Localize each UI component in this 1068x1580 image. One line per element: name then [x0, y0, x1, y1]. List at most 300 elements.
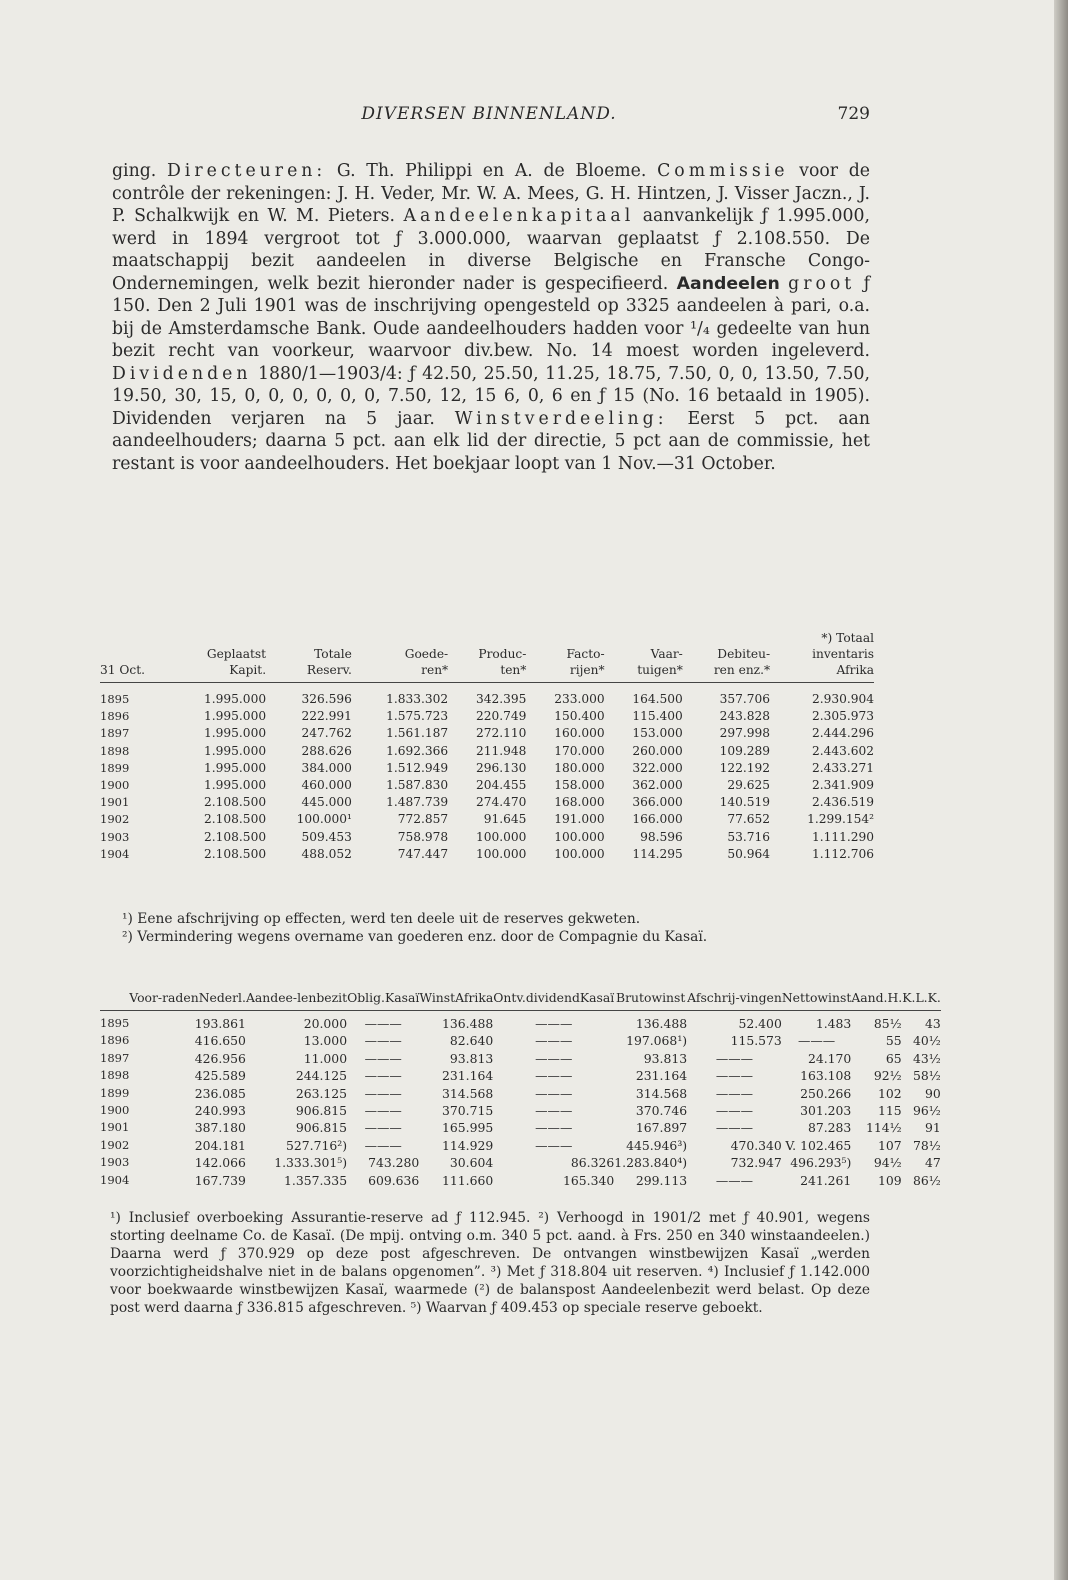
- table-cell: 40½: [913, 1033, 941, 1049]
- table-cell: 1898: [100, 743, 130, 758]
- table-cell: 2.108.500: [204, 829, 267, 844]
- table-cell: 52.400: [738, 1016, 782, 1031]
- table-cell: ———: [715, 1103, 754, 1119]
- table-cell: 1.995.000: [204, 743, 267, 758]
- table-cell: 1904: [100, 1172, 130, 1187]
- table-cell: 150.400: [554, 709, 605, 724]
- table-cell: 758.978: [397, 829, 449, 844]
- text-run: ƒ 150. Den 2 Juli 1901 was de inschrijving opengesteld op 3325 aandeelen à pari, o.a. bij de Amsterdamsche Bank. Oude aandeelhouders hadden voor ¹/₄ gedeelte van hun bezit recht van voorkeur, waarvoor div.bew. No. 14 moest worden ingeleverd.: [112, 273, 870, 361]
- table-cell: 153.000: [632, 726, 683, 741]
- table-cell: 1.333.301⁵): [274, 1155, 348, 1171]
- table-cell: 1897: [100, 1050, 130, 1065]
- header-line: Afrika: [455, 990, 494, 1005]
- table-cell: 160.000: [554, 726, 605, 741]
- table-row: [100, 1154, 941, 1171]
- table-cell: 167.739: [194, 1172, 246, 1188]
- header-line: Afrika: [836, 663, 874, 677]
- table-cell: 732.947: [730, 1155, 782, 1171]
- table-cell: 86.326: [570, 1155, 615, 1171]
- table-row: [100, 1032, 941, 1049]
- table-cell: 1.692.366: [386, 743, 449, 758]
- table-cell: 2.444.296: [811, 726, 874, 741]
- table-cell: 115.573: [730, 1033, 782, 1049]
- header-line: Goede-: [404, 647, 449, 661]
- column-header: [770, 630, 874, 683]
- page-edge-shadow: [1054, 0, 1068, 1580]
- table-cell: ———: [715, 1068, 754, 1084]
- header-line: 31 Oct.: [100, 663, 145, 677]
- column-header: [352, 630, 448, 683]
- table-cell: 1902: [100, 1137, 130, 1152]
- table-cell: 1896: [100, 709, 130, 724]
- table-row: [100, 811, 874, 828]
- table-cell: 1.357.335: [284, 1172, 348, 1188]
- table-cell: 250.266: [800, 1085, 852, 1101]
- table-cell: 231.164: [635, 1068, 688, 1084]
- table-cell: ———: [535, 1033, 573, 1049]
- table-cell: ———: [535, 1050, 573, 1066]
- table-cell: 193.861: [194, 1016, 246, 1031]
- table-cell: 609.636: [368, 1172, 420, 1188]
- table-cell: 342.395: [475, 692, 527, 706]
- table-cell: 86½: [913, 1172, 941, 1188]
- table-cell: 222.991: [301, 709, 352, 724]
- table-cell: 314.568: [635, 1085, 688, 1101]
- header-line: Kapit.: [229, 663, 267, 677]
- table-cell: 1895: [100, 692, 130, 706]
- table-row: [100, 1085, 941, 1102]
- table-footnotes-2: ¹) Inclusief overboeking Assurantie-reserve ad ƒ 112.945. ²) Verhoogd in 1901/2 met ƒ 40.901, wegens storting deelname Co. de Kasaï. (De mpij. ontving o.m. 340 5 pct. aand. à Frs. 250 en 340 winstaandeelen.) Daarna werd ƒ 370.929 op deze post afgeschreven. De ontvangen winstbewijzen Kasaï „werden voorzichtigheidshalve niet in de balans opgenomen”. ³) Met ƒ 318.804 uit reserven. ⁴) Inclusief ƒ 1.142.000 voor boekwaarde winstbewijzen Kasaï, waarmede (²) de balanspost Aandeelenbezit werd belast. Op deze post werd daarna ƒ 336.815 afgeschreven. ⁵) Waarvan ƒ 409.453 op speciale reserve geboekt.: [110, 1210, 870, 1316]
- table-cell: 94½: [873, 1155, 902, 1171]
- table-cell: 1.995.000: [204, 778, 267, 793]
- header-line: dividend: [525, 990, 580, 1005]
- table-cell: 100.000: [554, 846, 605, 861]
- table-cell: 274.470: [475, 795, 527, 810]
- header-line: Kasaï: [384, 990, 420, 1005]
- table-cell: ———: [364, 1050, 402, 1066]
- table-cell: 2.443.602: [811, 743, 874, 758]
- header-line: Aandee-: [245, 990, 298, 1005]
- table-cell: 58½: [913, 1068, 941, 1084]
- column-header: [100, 990, 129, 1011]
- table-row: [100, 1172, 941, 1189]
- table-row: [100, 743, 874, 760]
- table-cell: 91: [925, 1120, 941, 1136]
- table-cell: 115.400: [632, 709, 683, 724]
- column-header: [266, 630, 352, 683]
- table-cell: 1.587.830: [386, 778, 449, 793]
- table-cell: ———: [535, 1137, 573, 1153]
- table-cell: 114½: [865, 1120, 902, 1136]
- text-run: G. Th. Philippi en A. de Bloeme.: [326, 161, 658, 181]
- header-line: Voor-: [129, 990, 163, 1005]
- spaced-heading: Dividenden: [112, 363, 252, 384]
- table-cell: 1900: [100, 778, 130, 793]
- table-cell: 220.749: [475, 709, 527, 724]
- table-cell: 168.000: [554, 795, 605, 810]
- table-cell: 43½: [913, 1050, 941, 1066]
- table-cell: 1899: [100, 1085, 130, 1100]
- table-cell: 98.596: [640, 829, 683, 844]
- header-line: Nederl.: [198, 990, 246, 1005]
- header-line: Bruto: [616, 990, 652, 1005]
- header-line: lenbezit: [297, 990, 348, 1005]
- table-row: [100, 1137, 941, 1154]
- column-header: [493, 990, 614, 1011]
- table-cell: 136.488: [442, 1016, 494, 1031]
- header-line: Totale: [314, 647, 352, 661]
- table-cell: 1903: [100, 1155, 130, 1170]
- table-cell: 211.948: [475, 743, 527, 758]
- table-cell: 109: [877, 1172, 902, 1188]
- table-cell: 50.964: [727, 846, 771, 861]
- header-line: tuigen*: [637, 663, 683, 677]
- body-paragraph: [112, 160, 870, 475]
- profit-table: [100, 990, 941, 1189]
- table-cell: 47: [925, 1155, 941, 1171]
- column-header: [683, 630, 770, 683]
- table-cell: 416.650: [194, 1033, 246, 1049]
- table-cell: 1896: [100, 1033, 130, 1048]
- header-line: inventaris: [812, 647, 874, 661]
- table-cell: 445.946³): [626, 1137, 688, 1153]
- table-cell: 425.589: [194, 1068, 246, 1084]
- table-cell: 204.181: [194, 1137, 246, 1153]
- table-cell: 241.261: [800, 1172, 852, 1188]
- table-footnotes-1: [110, 910, 870, 946]
- table-cell: 2.108.500: [204, 795, 267, 810]
- table-cell: 163.108: [800, 1068, 852, 1084]
- table-cell: 243.828: [719, 709, 771, 724]
- table-cell: 77.652: [727, 812, 771, 827]
- table-cell: 240.993: [194, 1103, 246, 1119]
- table-cell: 2.305.973: [811, 709, 874, 724]
- table-cell: ———: [364, 1137, 402, 1153]
- table-cell: 85½: [873, 1016, 902, 1031]
- table-cell: 747.447: [397, 846, 449, 861]
- table-cell: 1.833.302: [386, 692, 449, 706]
- table-cell: 164.500: [632, 692, 683, 706]
- column-header: [419, 990, 493, 1011]
- table-cell: 906.815: [295, 1120, 348, 1136]
- table-cell: 322.000: [632, 760, 683, 775]
- table-cell: 299.113: [635, 1172, 688, 1188]
- header-line: winst: [817, 990, 852, 1005]
- table-cell: 1897: [100, 726, 130, 741]
- table-cell: ———: [535, 1103, 573, 1119]
- table-cell: 231.164: [442, 1068, 494, 1084]
- header-line: Geplaatst: [206, 647, 267, 661]
- table-cell: 102: [877, 1085, 902, 1101]
- header-line: winst: [651, 990, 686, 1005]
- table-cell: 165.995: [442, 1120, 494, 1136]
- table-cell: 107: [877, 1137, 902, 1153]
- table-cell: 509.453: [301, 829, 352, 844]
- table-cell: ———: [535, 1085, 573, 1101]
- table-cell: 170.000: [554, 743, 605, 758]
- table-row: [100, 725, 874, 742]
- header-line: Vaar-: [650, 647, 683, 661]
- table-cell: 43: [925, 1016, 941, 1031]
- header-line: Ontv.: [493, 990, 526, 1005]
- header-line: ren*: [421, 663, 449, 677]
- table-cell: 111.660: [442, 1172, 494, 1188]
- table-row: [100, 1119, 941, 1136]
- table-cell: 1.112.706: [811, 846, 874, 861]
- header-line: *) Totaal: [821, 631, 874, 645]
- table-cell: 297.998: [719, 726, 771, 741]
- column-header: [605, 630, 683, 683]
- footnote: ¹) Eene afschrijving op effecten, werd ten deele uit de reserves gekweten.: [122, 911, 641, 927]
- table-cell: ———: [535, 1120, 573, 1136]
- header-line: Winst: [419, 990, 456, 1005]
- table-cell: 1.299.154²: [807, 812, 874, 827]
- table-cell: 445.000: [301, 795, 352, 810]
- table-cell: ———: [364, 1016, 402, 1031]
- header-line: vingen: [739, 990, 782, 1005]
- table-cell: 370.746: [635, 1103, 688, 1119]
- table-cell: 296.130: [475, 760, 527, 775]
- table-cell: 100.000: [475, 846, 527, 861]
- table-cell: 2.930.904: [811, 692, 874, 706]
- text-run: Eerst 5 pct. aan aandeelhouders; daarna 5 pct. aan elk lid der directie, 5 pct aan de commissie, het restant is voor aandeelhouders. Het boekjaar loopt van 1 Nov.—31 October.: [112, 408, 870, 474]
- running-title: DIVERSEN BINNENLAND.: [361, 104, 617, 124]
- table-cell: 362.000: [632, 778, 683, 793]
- table-cell: 2.433.271: [811, 760, 874, 775]
- column-header: [526, 630, 604, 683]
- table-cell: 260.000: [632, 743, 683, 758]
- table-cell: ———: [364, 1103, 402, 1119]
- table-cell: ———: [715, 1120, 754, 1136]
- table-row: [100, 829, 874, 846]
- table-cell: 470.340: [730, 1137, 782, 1153]
- spaced-heading: groot: [788, 273, 856, 294]
- table-cell: 233.000: [554, 692, 605, 706]
- table-cell: ———: [715, 1085, 754, 1101]
- table-cell: 136.488: [635, 1016, 688, 1031]
- table-cell: 244.125: [295, 1068, 348, 1084]
- table-cell: 142.066: [194, 1155, 246, 1171]
- footnote: ²) Vermindering wegens overname van goederen enz. door de Compagnie du Kasaï.: [122, 929, 708, 945]
- table-cell: 496.293⁵): [790, 1155, 852, 1171]
- text-run: ging.: [112, 161, 167, 181]
- table-cell: ———: [715, 1050, 754, 1066]
- table-cell: 1.512.949: [386, 760, 449, 775]
- header-line: ren enz.*: [713, 663, 771, 677]
- column-header: [448, 630, 526, 683]
- table-cell: 53.716: [727, 829, 771, 844]
- table-row: [100, 1050, 941, 1067]
- table-cell: 2.341.909: [811, 778, 874, 793]
- table-cell: 263.125: [295, 1085, 348, 1101]
- table-cell: 1901: [100, 795, 130, 810]
- table-cell: 24.170: [807, 1050, 852, 1066]
- text-run: [780, 274, 788, 294]
- table-cell: 1.995.000: [204, 692, 267, 706]
- table-cell: 527.716²): [286, 1137, 348, 1153]
- table-row: [100, 683, 874, 709]
- table-cell: 114.295: [632, 846, 683, 861]
- table-cell: 78½: [913, 1137, 941, 1153]
- table-cell: 1.283.840⁴): [614, 1155, 688, 1171]
- header-line: Kasaï: [579, 990, 615, 1005]
- header-line: Facto-: [566, 647, 605, 661]
- table-cell: 906.815: [295, 1103, 348, 1119]
- table-cell: 426.956: [194, 1050, 246, 1066]
- header-line: Aand.: [851, 990, 888, 1005]
- table-cell: 1901: [100, 1120, 130, 1135]
- table-cell: 1899: [100, 760, 130, 775]
- table-cell: 1904: [100, 846, 130, 861]
- table-cell: 384.000: [301, 760, 352, 775]
- table-cell: ———: [535, 1016, 573, 1031]
- table-cell: 370.715: [442, 1103, 494, 1119]
- table-row: [100, 794, 874, 811]
- table-cell: 191.000: [554, 812, 605, 827]
- table-cell: 488.052: [301, 846, 352, 861]
- table-cell: ———: [535, 1068, 573, 1084]
- table-cell: 11.000: [303, 1050, 348, 1066]
- table-cell: 301.203: [800, 1103, 852, 1119]
- header-line: Produc-: [478, 647, 527, 661]
- table-cell: 204.455: [475, 778, 527, 793]
- table-cell: 2.436.519: [811, 795, 874, 810]
- table-cell: 20.000: [303, 1016, 348, 1031]
- table-cell: 1.995.000: [204, 709, 267, 724]
- table-cell: 100.000: [475, 829, 527, 844]
- table-cell: 158.000: [554, 778, 605, 793]
- table-row: [100, 846, 874, 863]
- table-row: [100, 760, 874, 777]
- header-line: Reserv.: [306, 663, 352, 677]
- table-cell: 65: [885, 1050, 902, 1066]
- table-row: [100, 1102, 941, 1119]
- table-cell: 29.625: [727, 778, 771, 793]
- table-cell: 91.645: [483, 812, 527, 827]
- column-header: [347, 990, 419, 1011]
- table-cell: 272.110: [475, 726, 527, 741]
- table-cell: 100.000: [554, 829, 605, 844]
- table-cell: ———: [715, 1172, 754, 1188]
- column-header: [614, 990, 687, 1011]
- table-cell: 1903: [100, 829, 130, 844]
- table-cell: V. 102.465: [785, 1137, 852, 1153]
- header-line: rijen*: [569, 663, 605, 677]
- table-cell: 1902: [100, 812, 130, 827]
- column-header: [687, 990, 782, 1011]
- table-row: [100, 1011, 941, 1033]
- text-run: aanvankelijk ƒ 1.995.000, werd in 1894 vergroot tot ƒ 3.000.000, waarvan geplaatst ƒ 2.108.550. De maatschappij bezit aandeelen in diverse Belgische en Fransche Congo-Ondernemingen, welk bezit hieronder nader is gespecifieerd.: [112, 206, 870, 294]
- table-cell: 1.995.000: [204, 760, 267, 775]
- column-header: [129, 990, 246, 1011]
- text-run: voor de contrôle der rekeningen: J. H. Veder, Mr. W. A. Mees, G. H. Hintzen, J. Visser Jaczn., J. P. Schalkwijk en W. M. Pieters.: [112, 161, 870, 226]
- table-cell: 122.192: [719, 760, 771, 775]
- table-cell: 1.561.187: [386, 726, 449, 741]
- table-cell: 55: [885, 1033, 902, 1049]
- header-line: Oblig.: [347, 990, 385, 1005]
- table-cell: ———: [364, 1068, 402, 1084]
- table-cell: 96½: [913, 1103, 941, 1119]
- table-row: [100, 1067, 941, 1084]
- table-cell: 92½: [873, 1068, 902, 1084]
- column-header: [170, 630, 266, 683]
- table-cell: 93.813: [643, 1050, 688, 1066]
- header-line: raden: [162, 990, 199, 1005]
- table-cell: 366.000: [632, 795, 683, 810]
- table-cell: 90: [925, 1085, 941, 1101]
- table-cell: 288.626: [301, 743, 352, 758]
- table-cell: 167.897: [635, 1120, 688, 1136]
- header-line: ten*: [500, 663, 527, 677]
- header-line: H.K.L.K.: [887, 990, 941, 1005]
- table-row: [100, 708, 874, 725]
- table-cell: ———: [364, 1033, 402, 1049]
- text-run: 1880/1—1903/4: ƒ 42.50, 25.50, 11.25, 18.75, 7.50, 0, 0, 13.50, 7.50, 19.50, 30, 15, 0, 0, 0, 0, 0, 0, 7.50, 12, 15 6, 0, 6 en ƒ 15 (No. 16 betaald in 1905). Dividenden verjaren na 5 jaar.: [112, 363, 870, 429]
- table-cell: ———: [797, 1033, 836, 1049]
- table-cell: 357.706: [719, 692, 771, 706]
- table-row: [100, 777, 874, 794]
- table-cell: ———: [364, 1120, 402, 1136]
- header-line: Debiteu-: [717, 647, 771, 661]
- table-cell: 109.289: [719, 743, 771, 758]
- table-cell: 197.068¹): [626, 1033, 688, 1049]
- table-cell: 114.929: [442, 1137, 494, 1153]
- table-cell: 743.280: [368, 1155, 420, 1171]
- table-cell: 166.000: [632, 812, 683, 827]
- table-cell: 314.568: [442, 1085, 494, 1101]
- spaced-heading: Commissie: [657, 161, 789, 181]
- header-line: Netto: [781, 990, 818, 1005]
- table-cell: 1900: [100, 1103, 130, 1118]
- spaced-heading: Winstverdeeling:: [454, 408, 668, 429]
- table-cell: 30.604: [449, 1155, 494, 1171]
- table-cell: 100.000¹: [296, 812, 352, 827]
- page-number: 729: [837, 104, 870, 124]
- table-cell: 13.000: [303, 1033, 348, 1049]
- table-cell: 180.000: [554, 760, 605, 775]
- table-cell: 165.340: [563, 1172, 615, 1188]
- table-cell: 247.762: [301, 726, 352, 741]
- bold-heading: Aandeelen: [676, 273, 780, 294]
- table-cell: 82.640: [449, 1033, 494, 1049]
- table-cell: 1895: [100, 1016, 130, 1030]
- table-cell: 1.575.723: [386, 709, 449, 724]
- table-cell: 236.085: [194, 1085, 246, 1101]
- table-cell: 2.108.500: [204, 812, 267, 827]
- column-header: [100, 630, 170, 683]
- table-cell: ———: [364, 1085, 402, 1101]
- column-header: [782, 990, 851, 1011]
- table-cell: 1.483: [815, 1016, 852, 1031]
- table-cell: 1.111.290: [811, 829, 874, 844]
- table-cell: 772.857: [397, 812, 449, 827]
- page-header: [108, 104, 870, 130]
- table-cell: 87.283: [807, 1120, 852, 1136]
- table-cell: 387.180: [194, 1120, 246, 1136]
- balance-table: [100, 630, 874, 863]
- spaced-heading: Aandeelenkapitaal: [403, 206, 635, 226]
- table-cell: 93.813: [449, 1050, 494, 1066]
- table-cell: 1898: [100, 1068, 130, 1083]
- spaced-heading: Directeuren:: [166, 161, 327, 181]
- table-cell: 460.000: [301, 778, 352, 793]
- table-cell: 1.995.000: [204, 726, 267, 741]
- table-cell: 1.487.739: [386, 795, 449, 810]
- table-cell: 326.596: [301, 692, 352, 706]
- column-header: [246, 990, 347, 1011]
- column-header: [851, 990, 941, 1011]
- header-line: Afschrij-: [687, 990, 740, 1005]
